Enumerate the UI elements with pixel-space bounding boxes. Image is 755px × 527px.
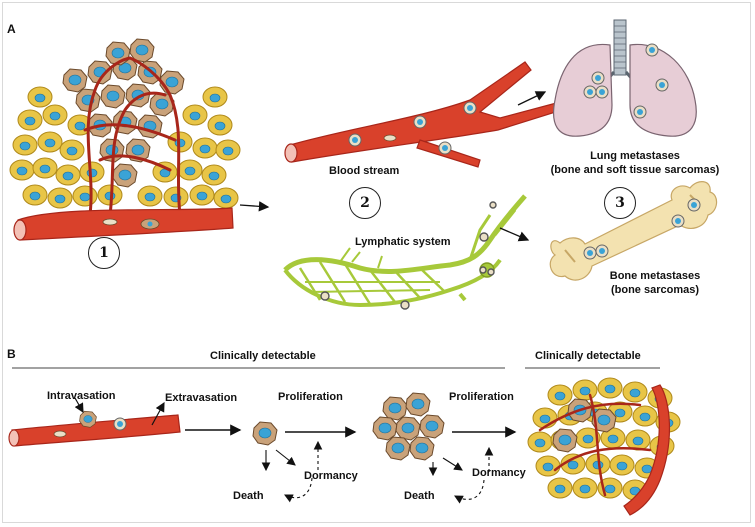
dormancy-label-1: Dormancy — [304, 470, 358, 482]
blood-vessel — [14, 208, 233, 240]
micrometastasis-cluster — [373, 393, 444, 460]
single-cancer-cell — [253, 422, 277, 445]
dormancy-death-2 — [455, 480, 484, 499]
step-1-badge: 1 — [88, 237, 120, 269]
step-3-badge: 3 — [604, 187, 636, 219]
bone-metastases-label: Bone metastases — [609, 270, 701, 282]
bone-metastases-subtitle: (bone sarcomas) — [610, 284, 700, 296]
arrow-to-blood-stream — [240, 205, 268, 207]
healthy-tissue-cells — [10, 87, 240, 208]
primary-tumor-illustration — [10, 39, 240, 240]
death-label-2: Death — [404, 490, 435, 502]
arrow-to-lungs — [518, 92, 545, 105]
metastatic-tumor — [528, 378, 680, 515]
dormancy-arrow-2 — [443, 458, 462, 470]
proliferation-label-2: Proliferation — [449, 391, 514, 403]
clinically-detectable-right: Clinically detectable — [535, 350, 641, 362]
panel-label-a: A — [7, 22, 16, 36]
blood-stream-label: Blood stream — [329, 165, 400, 177]
lung-metastases-label: Lung metastases — [590, 150, 680, 162]
proliferation-label-1: Proliferation — [278, 391, 343, 403]
arrow-to-bone — [500, 228, 528, 240]
intravasation-label: Intravasation — [47, 390, 116, 402]
clinically-detectable-left: Clinically detectable — [210, 350, 316, 362]
dormancy-arrow-1 — [276, 450, 295, 465]
lungs-illustration — [554, 20, 697, 136]
invasion-vessel — [9, 411, 180, 446]
lymphatic-system — [285, 196, 525, 309]
step-2-badge: 2 — [349, 187, 381, 219]
death-label-1: Death — [233, 490, 264, 502]
extravasation-label: Extravasation — [165, 392, 238, 404]
lung-metastases-subtitle: (bone and soft tissue sarcomas) — [550, 164, 720, 176]
panel-label-b: B — [7, 347, 16, 361]
dormancy-label-2: Dormancy — [472, 467, 526, 479]
lymphatic-system-label: Lymphatic system — [355, 236, 451, 248]
blood-stream-vessel — [285, 62, 562, 167]
